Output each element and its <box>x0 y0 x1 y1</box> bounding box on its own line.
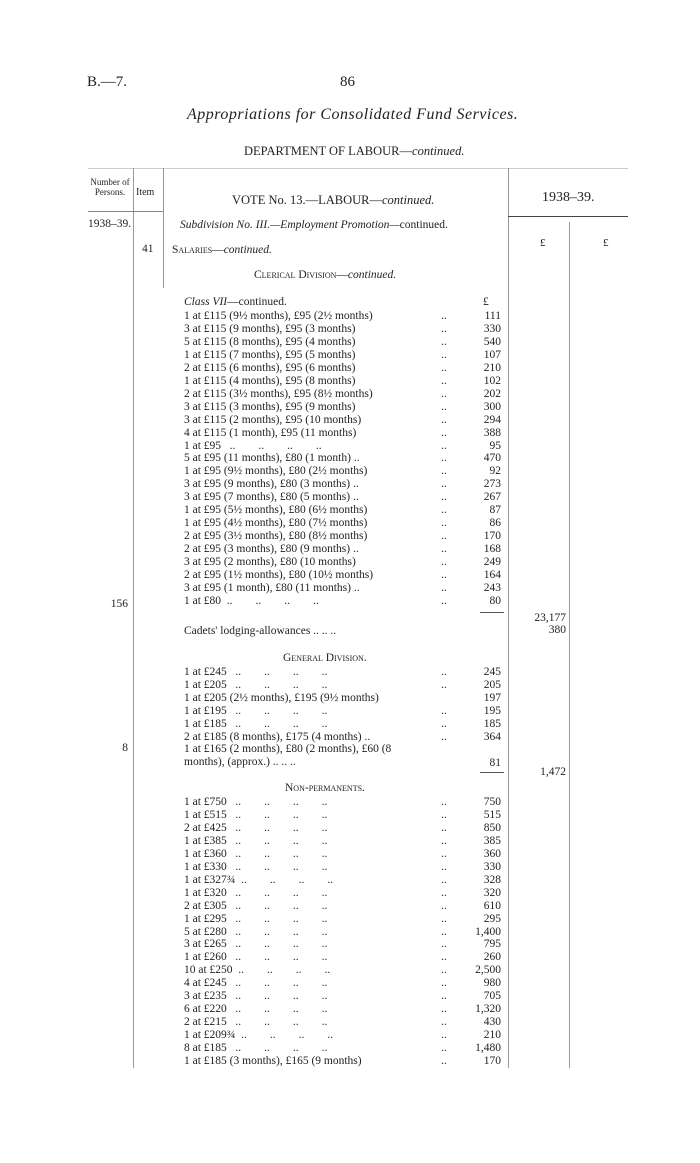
clerical-division-continued: continued. <box>347 269 397 281</box>
non-permanents-leader-dots: .. <box>441 873 447 886</box>
non-permanents-row <box>0 913 505 926</box>
general-leader-dots: .. <box>441 678 447 691</box>
non-permanents-row <box>0 951 505 964</box>
class-vii-row <box>0 362 505 375</box>
class-vii-sum-rule <box>480 612 504 613</box>
non-permanents-row <box>0 1029 505 1042</box>
non-permanents-amount: 430 <box>483 1016 501 1029</box>
non-permanents-amount: 1,320 <box>475 1003 501 1016</box>
general-row <box>0 718 505 731</box>
general-row <box>0 679 505 692</box>
class-vii-description: 3 at £95 (7 months), £80 (5 months) .. <box>184 491 359 504</box>
class-vii-row <box>0 530 505 543</box>
non-permanents-description: 2 at £215 .. .. .. .. <box>184 1016 328 1029</box>
non-permanents-row <box>0 809 505 822</box>
non-permanents-amount: 2,500 <box>475 964 501 977</box>
non-permanents-amount: 980 <box>483 977 501 990</box>
class-vii-amount: 86 <box>489 517 501 530</box>
class-vii-row <box>0 349 505 362</box>
class-vii-description: 1 at £115 (4 months), £95 (8 months) <box>184 374 356 387</box>
class-vii-row <box>0 504 505 517</box>
general-leader-dots: .. <box>441 730 447 743</box>
non-permanents-row <box>0 874 505 887</box>
class-vii-description: 2 at £115 (6 months), £95 (6 months) <box>184 361 356 374</box>
class-vii-leader-dots: .. <box>441 387 447 400</box>
non-permanents-row <box>0 796 505 809</box>
class-vii-leader-dots: .. <box>441 581 447 594</box>
vote-name: VOTE No. 13.—LABOUR— <box>232 193 382 207</box>
vote-heading <box>232 193 434 208</box>
class-vii-leader-dots: .. <box>441 335 447 348</box>
class-vii-row <box>0 569 505 582</box>
non-permanents-heading: Non-permanents. <box>285 782 365 794</box>
subdivision-name: Subdivision No. III.—Employment Promotion— <box>180 219 400 231</box>
department-heading <box>244 144 464 159</box>
class-vii-amount: 202 <box>483 387 501 400</box>
non-permanents-leader-dots: .. <box>441 1003 447 1016</box>
header-rule-right <box>508 216 628 217</box>
class-vii-row <box>0 595 505 608</box>
class-vii-amount: 330 <box>483 322 501 335</box>
class-vii-amount: 388 <box>483 426 501 439</box>
class-vii-description: 1 at £95 (5½ months), £80 (6½ months) <box>184 504 368 517</box>
non-permanents-row <box>0 977 505 990</box>
class-vii-leader-dots: .. <box>441 594 447 607</box>
class-vii-leader-dots: .. <box>441 452 447 465</box>
non-permanents-description: 1 at £385 .. .. .. .. <box>184 834 328 847</box>
class-vii-leader-dots: .. <box>441 439 447 452</box>
general-amount: 185 <box>483 717 501 730</box>
non-permanents-amount: 750 <box>483 796 501 808</box>
non-permanents-row <box>0 926 505 939</box>
non-permanents-leader-dots: .. <box>441 847 447 860</box>
class-vii-row <box>0 478 505 491</box>
class-vii-continued: —continued. <box>227 296 287 308</box>
class-vii-amount: 294 <box>483 413 501 426</box>
class-vii-row <box>0 388 505 401</box>
non-permanents-description: 1 at £185 (3 months), £165 (9 months) <box>184 1055 362 1067</box>
class-vii-description: 3 at £95 (9 months), £80 (3 months) .. <box>184 478 359 491</box>
class-vii-description: 3 at £115 (2 months), £95 (10 months) <box>184 413 362 426</box>
non-permanents-row <box>0 861 505 874</box>
non-permanents-leader-dots: .. <box>441 860 447 873</box>
non-permanents-leader-dots: .. <box>441 899 447 912</box>
non-permanents-row <box>0 938 505 951</box>
class-vii-total: 23,177 <box>534 612 566 624</box>
non-permanents-description: 6 at £220 .. .. .. .. <box>184 1003 328 1016</box>
non-permanents-amount: 850 <box>483 821 501 834</box>
general-leader-dots: .. <box>441 704 447 717</box>
non-permanents-description: 1 at £360 .. .. .. .. <box>184 847 328 860</box>
vote-continued: continued. <box>382 193 435 207</box>
general-persons: 8 <box>122 742 128 754</box>
class-vii-row <box>0 440 505 453</box>
non-permanents-amount: 320 <box>483 886 501 899</box>
class-vii-leader-dots: .. <box>441 400 447 413</box>
general-amount: 197 <box>483 691 501 704</box>
general-division-heading: General Division. <box>283 652 367 664</box>
class-vii-persons: 156 <box>110 598 128 610</box>
non-permanents-amount: 385 <box>483 834 501 847</box>
non-permanents-description: 1 at £209¾ .. .. .. .. <box>184 1029 334 1042</box>
cadets-allowance-label: Cadets' lodging-allowances .. .. .. <box>184 625 337 637</box>
table-top-rule <box>88 168 628 169</box>
class-vii-description: 2 at £95 (1½ months), £80 (10½ months) <box>184 569 374 581</box>
non-permanents-amount: 610 <box>483 899 501 912</box>
non-permanents-description: 1 at £327¾ .. .. .. .. <box>184 873 334 886</box>
department-name: DEPARTMENT OF LABOUR— <box>244 144 413 158</box>
general-amount: 195 <box>483 704 501 717</box>
department-continued: continued. <box>412 144 465 158</box>
class-vii-row <box>0 491 505 504</box>
general-last-line-2: months), (approx.) .. .. .. <box>184 756 296 768</box>
non-permanents-amount: 705 <box>483 990 501 1003</box>
class-vii-description: 3 at £115 (3 months), £95 (9 months) <box>184 400 356 413</box>
general-description: 1 at £205 .. .. .. .. <box>184 678 328 691</box>
class-vii-amount: 164 <box>483 569 501 581</box>
class-vii-leader-dots: .. <box>441 413 447 426</box>
general-leader-dots: .. <box>441 717 447 730</box>
amount-column-rule <box>508 168 509 1068</box>
general-amount: 245 <box>483 666 501 678</box>
class-vii-leader-dots: .. <box>441 465 447 478</box>
class-vii-leader-dots: .. <box>441 504 447 517</box>
header-rule-left <box>88 211 163 212</box>
class-vii-description: 5 at £95 (11 months), £80 (1 month) .. <box>184 452 360 465</box>
non-permanents-amount: 1,480 <box>475 1042 501 1055</box>
class-vii-row <box>0 336 505 349</box>
non-permanents-row <box>0 964 505 977</box>
general-last-line-1: 1 at £165 (2 months), £80 (2 months), £60 (8 <box>184 743 392 755</box>
class-vii-leader-dots: .. <box>441 322 447 335</box>
non-permanents-leader-dots: .. <box>441 938 447 951</box>
total-column-rule <box>569 222 570 1068</box>
non-permanents-leader-dots: .. <box>441 977 447 990</box>
class-vii-description: 2 at £95 (3½ months), £80 (8½ months) <box>184 530 368 543</box>
general-description: 2 at £185 (8 months), £175 (4 months) .. <box>184 730 371 743</box>
non-permanents-amount: 795 <box>483 938 501 951</box>
class-vii-amount: 107 <box>483 348 501 361</box>
class-vii-description: 1 at £95 (4½ months), £80 (7½ months) <box>184 517 368 530</box>
class-vii-description: 4 at £115 (1 month), £95 (11 months) <box>184 426 357 439</box>
non-permanents-row <box>0 1042 505 1055</box>
non-permanents-amount: 260 <box>483 951 501 964</box>
class-vii-pound-sign: £ <box>483 296 489 308</box>
class-vii-row <box>0 414 505 427</box>
non-permanents-amount: 330 <box>483 860 501 873</box>
general-amount: 364 <box>483 730 501 743</box>
non-permanents-row <box>0 900 505 913</box>
cadets-allowance-total: 380 <box>548 624 566 636</box>
class-vii-leader-dots: .. <box>441 374 447 387</box>
non-permanents-leader-dots: .. <box>441 808 447 821</box>
class-vii-amount: 267 <box>483 491 501 504</box>
class-vii-heading <box>184 296 287 308</box>
class-vii-amount: 92 <box>489 465 501 478</box>
salaries-heading <box>172 244 272 256</box>
non-permanents-leader-dots: .. <box>441 990 447 1003</box>
non-permanents-row <box>0 887 505 900</box>
general-row <box>0 731 505 744</box>
class-vii-leader-dots: .. <box>441 569 447 581</box>
class-vii-amount: 300 <box>483 400 501 413</box>
class-vii-amount: 168 <box>483 543 501 556</box>
non-permanents-description: 3 at £265 .. .. .. .. <box>184 938 328 951</box>
class-vii-amount: 243 <box>483 581 501 594</box>
page-number: 86 <box>340 74 355 90</box>
non-permanents-leader-dots: .. <box>441 886 447 899</box>
non-permanents-amount: 515 <box>483 808 501 821</box>
class-vii-amount: 540 <box>483 335 501 348</box>
pound-sign-amount: £ <box>540 237 546 249</box>
class-vii-row <box>0 556 505 569</box>
class-vii-description: 1 at £115 (9½ months), £95 (2½ months) <box>184 310 373 322</box>
class-vii-row <box>0 517 505 530</box>
non-permanents-amount: 1,400 <box>475 925 501 938</box>
non-permanents-description: 3 at £235 .. .. .. .. <box>184 990 328 1003</box>
class-vii-row <box>0 323 505 336</box>
non-permanents-description: 1 at £330 .. .. .. .. <box>184 860 328 873</box>
non-permanents-leader-dots: .. <box>441 796 447 808</box>
general-row <box>0 692 505 705</box>
page-title: Appropriations for Consolidated Fund Services. <box>187 106 519 123</box>
class-vii-leader-dots: .. <box>441 517 447 530</box>
general-leader-dots: .. <box>441 666 447 678</box>
class-vii-description: 1 at £95 (9½ months), £80 (2½ months) <box>184 465 368 478</box>
class-vii-label: Class VII <box>184 296 228 308</box>
non-permanents-row <box>0 848 505 861</box>
item-header: Item <box>136 187 155 198</box>
non-permanents-row <box>0 1016 505 1029</box>
non-permanents-leader-dots: .. <box>441 1016 447 1029</box>
class-vii-description: 1 at £115 (7 months), £95 (5 months) <box>184 348 356 361</box>
class-vii-row <box>0 401 505 414</box>
class-vii-leader-dots: .. <box>441 478 447 491</box>
general-description: 1 at £205 (2½ months), £195 (9½ months) <box>184 691 379 704</box>
class-vii-leader-dots: .. <box>441 348 447 361</box>
non-permanents-description: 1 at £295 .. .. .. .. <box>184 912 328 925</box>
non-permanents-description: 4 at £245 .. .. .. .. <box>184 977 328 990</box>
general-description: 1 at £195 .. .. .. .. <box>184 704 328 717</box>
non-permanents-description: 10 at £250 .. .. .. .. <box>184 964 331 977</box>
clerical-division-label: Clerical Division— <box>254 269 348 281</box>
non-permanents-row <box>0 1055 505 1068</box>
general-sum-rule <box>480 772 504 773</box>
class-vii-amount: 102 <box>483 374 501 387</box>
pound-sign-total: £ <box>603 237 609 249</box>
class-vii-row <box>0 452 505 465</box>
general-total: 1,472 <box>540 766 566 778</box>
class-vii-description: 2 at £115 (3½ months), £95 (8½ months) <box>184 387 373 400</box>
subdivision-heading <box>180 219 448 231</box>
number-of-persons-header: Number of Persons. <box>90 177 130 197</box>
non-permanents-row <box>0 1003 505 1016</box>
general-row <box>0 705 505 718</box>
non-permanents-leader-dots: .. <box>441 821 447 834</box>
non-permanents-leader-dots: .. <box>441 912 447 925</box>
class-vii-description: 1 at £95 .. .. .. .. <box>184 439 322 452</box>
class-vii-amount: 95 <box>489 439 501 452</box>
non-permanents-row <box>0 822 505 835</box>
class-vii-amount: 111 <box>484 310 501 322</box>
persons-year: 1938–39. <box>88 218 132 230</box>
class-vii-row <box>0 375 505 388</box>
general-description: 1 at £245 .. .. .. .. <box>184 666 328 678</box>
non-permanents-description: 1 at £515 .. .. .. .. <box>184 808 328 821</box>
non-permanents-description: 1 at £260 .. .. .. .. <box>184 951 328 964</box>
non-permanents-amount: 360 <box>483 847 501 860</box>
class-vii-leader-dots: .. <box>441 361 447 374</box>
class-vii-description: 2 at £95 (3 months), £80 (9 months) .. <box>184 543 359 556</box>
class-vii-row <box>0 465 505 478</box>
class-vii-leader-dots: .. <box>441 543 447 556</box>
class-vii-amount: 87 <box>489 504 501 517</box>
non-permanents-description: 1 at £750 .. .. .. .. <box>184 796 328 808</box>
salaries-label: Salaries— <box>172 244 224 256</box>
year-header: 1938–39. <box>542 190 595 205</box>
non-permanents-leader-dots: .. <box>441 925 447 938</box>
class-vii-description: 5 at £115 (8 months), £95 (4 months) <box>184 335 356 348</box>
non-permanents-amount: 210 <box>483 1029 501 1042</box>
non-permanents-leader-dots: .. <box>441 1042 447 1055</box>
class-vii-description: 3 at £95 (2 months), £80 (10 months) <box>184 556 356 569</box>
class-vii-description: 1 at £80 .. .. .. .. <box>184 594 319 607</box>
non-permanents-leader-dots: .. <box>441 1029 447 1042</box>
non-permanents-description: 2 at £305 .. .. .. .. <box>184 899 328 912</box>
item-number: 41 <box>142 243 154 255</box>
non-permanents-description: 5 at £280 .. .. .. .. <box>184 925 328 938</box>
class-vii-row <box>0 543 505 556</box>
class-vii-amount: 273 <box>483 478 501 491</box>
class-vii-leader-dots: .. <box>441 530 447 543</box>
class-vii-row <box>0 310 505 323</box>
class-vii-row <box>0 582 505 595</box>
subdivision-continued: continued. <box>399 219 448 231</box>
class-vii-leader-dots: .. <box>441 310 447 322</box>
page-ref: B.—7. <box>87 74 128 90</box>
non-permanents-description: 1 at £320 .. .. .. .. <box>184 886 328 899</box>
non-permanents-leader-dots: .. <box>441 964 447 977</box>
non-permanents-row <box>0 990 505 1003</box>
non-permanents-description: 2 at £425 .. .. .. .. <box>184 821 328 834</box>
non-permanents-amount: 170 <box>483 1055 501 1067</box>
general-amount: 205 <box>483 678 501 691</box>
item-column-rule <box>163 168 164 288</box>
class-vii-row <box>0 427 505 440</box>
non-permanents-leader-dots: .. <box>441 951 447 964</box>
class-vii-description: 3 at £115 (9 months), £95 (3 months) <box>184 322 356 335</box>
non-permanents-leader-dots: .. <box>441 834 447 847</box>
class-vii-leader-dots: .. <box>441 556 447 569</box>
class-vii-amount: 210 <box>483 361 501 374</box>
clerical-division-heading <box>254 269 396 281</box>
general-row <box>0 666 505 679</box>
class-vii-leader-dots: .. <box>441 426 447 439</box>
non-permanents-amount: 295 <box>483 912 501 925</box>
class-vii-description: 3 at £95 (1 month), £80 (11 months) .. <box>184 581 360 594</box>
non-permanents-leader-dots: .. <box>441 1055 447 1067</box>
non-permanents-description: 8 at £185 .. .. .. .. <box>184 1042 328 1055</box>
non-permanents-amount: 328 <box>483 873 501 886</box>
class-vii-amount: 80 <box>489 594 501 607</box>
class-vii-amount: 170 <box>483 530 501 543</box>
class-vii-leader-dots: .. <box>441 491 447 504</box>
class-vii-amount: 249 <box>483 556 501 569</box>
general-last-amount: 81 <box>489 757 501 769</box>
salaries-continued: continued. <box>223 244 272 256</box>
class-vii-amount: 470 <box>483 452 501 465</box>
non-permanents-row <box>0 835 505 848</box>
general-description: 1 at £185 .. .. .. .. <box>184 717 328 730</box>
